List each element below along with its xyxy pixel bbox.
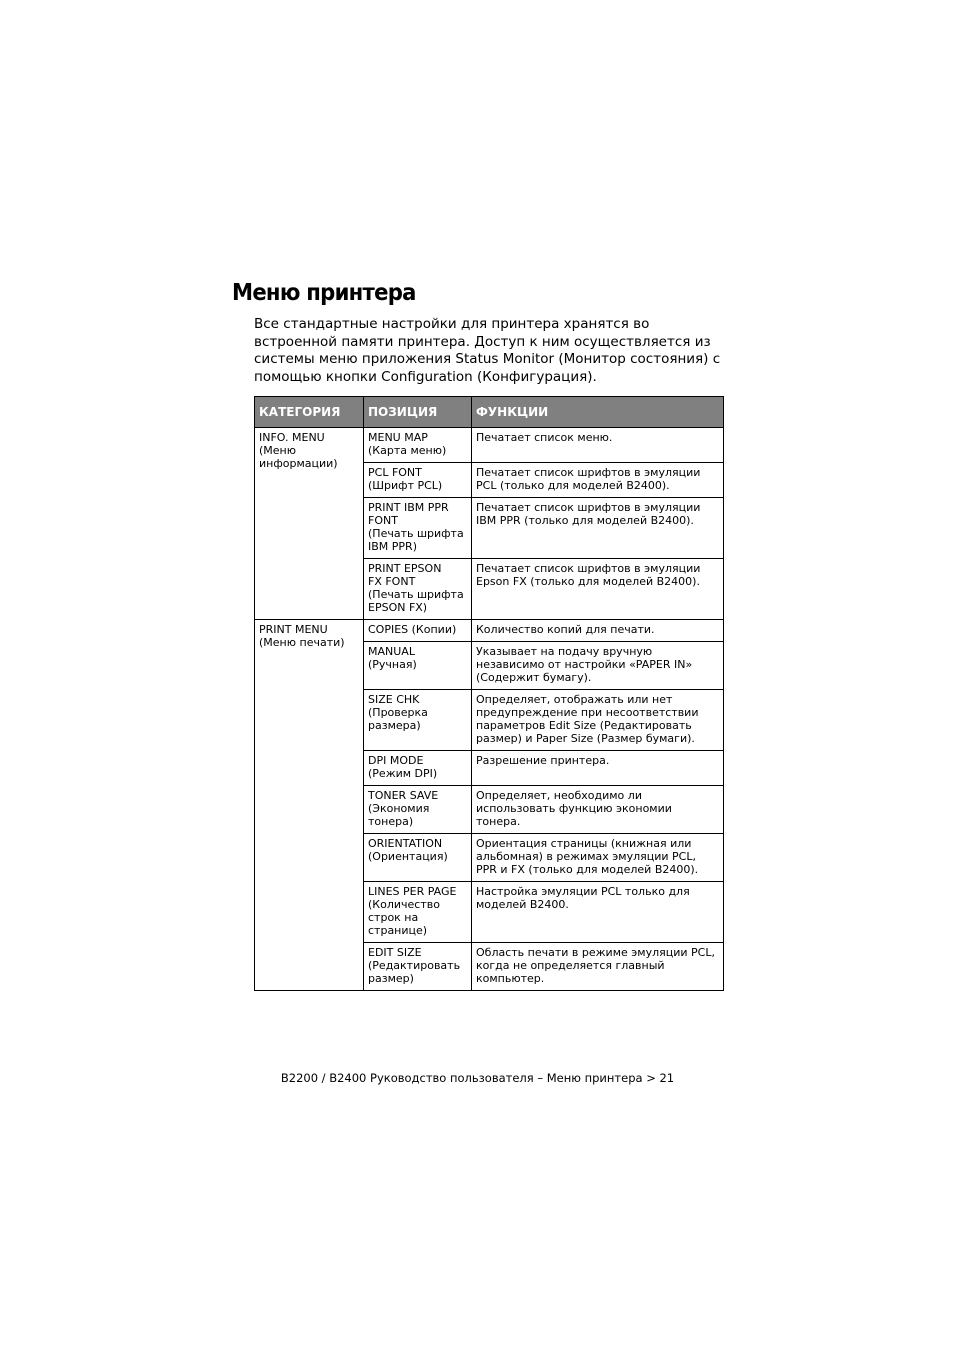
function-cell bbox=[472, 690, 724, 751]
printer-menu-table bbox=[254, 396, 724, 991]
function-text: (Содержит бумагу). bbox=[476, 671, 592, 684]
function-cell bbox=[472, 428, 724, 463]
function-text: компьютер. bbox=[476, 972, 545, 985]
position-text: (Экономия bbox=[368, 802, 430, 815]
table-row bbox=[255, 428, 724, 463]
position-cell bbox=[364, 882, 472, 943]
category-text: INFO. MENU bbox=[259, 431, 325, 444]
position-text: (Ручная) bbox=[368, 658, 417, 671]
function-text: использовать функцию экономии тонера. bbox=[476, 802, 672, 828]
function-text: размер) и Paper Size (Размер бумаги). bbox=[476, 732, 695, 745]
position-text: PRINT IBM PPR bbox=[368, 501, 449, 514]
function-text: Настройка эмуляции PCL только для bbox=[476, 885, 690, 898]
position-text: (Карта меню) bbox=[368, 444, 447, 457]
page-footer bbox=[0, 1071, 955, 1085]
function-cell bbox=[472, 620, 724, 642]
function-cell bbox=[472, 498, 724, 559]
table-body bbox=[255, 428, 724, 991]
position-cell bbox=[364, 786, 472, 834]
category-text: PRINT MENU bbox=[259, 623, 328, 636]
category-cell bbox=[255, 620, 364, 991]
position-cell bbox=[364, 751, 472, 786]
position-text: SIZE CHK bbox=[368, 693, 420, 706]
position-text: ORIENTATION bbox=[368, 837, 443, 850]
position-text: (Проверка bbox=[368, 706, 428, 719]
position-text: размера) bbox=[368, 719, 421, 732]
position-text: PRINT EPSON bbox=[368, 562, 442, 575]
function-cell bbox=[472, 834, 724, 882]
function-text: Печатает список шрифтов в эмуляции bbox=[476, 562, 701, 575]
category-cell bbox=[255, 428, 364, 620]
function-text: Epson FX (только для моделей B2400). bbox=[476, 575, 700, 588]
position-text: MANUAL bbox=[368, 645, 415, 658]
position-text: странице) bbox=[368, 924, 428, 937]
function-text: Печатает список шрифтов в эмуляции bbox=[476, 466, 701, 479]
function-text: Ориентация страницы (книжная или bbox=[476, 837, 692, 850]
function-text: Определяет, необходимо ли bbox=[476, 789, 642, 802]
position-text: размер) bbox=[368, 972, 414, 985]
footer-text: B2200 / B2400 Руководство пользователя – Меню принтера > 21 bbox=[280, 1071, 675, 1085]
position-text: EPSON FX) bbox=[368, 601, 428, 614]
table-row bbox=[255, 620, 724, 642]
position-text: LINES PER PAGE bbox=[368, 885, 457, 898]
position-text: MENU MAP bbox=[368, 431, 428, 444]
function-text: Область печати в режиме эмуляции PCL, bbox=[476, 946, 715, 959]
position-text: (Количество bbox=[368, 898, 440, 911]
function-text: альбомная) в режимах эмуляции PCL, bbox=[476, 850, 696, 863]
position-cell bbox=[364, 498, 472, 559]
position-cell bbox=[364, 428, 472, 463]
function-text: предупреждение при несоответствии bbox=[476, 706, 699, 719]
position-cell bbox=[364, 690, 472, 751]
position-cell bbox=[364, 834, 472, 882]
function-text: независимо от настройки «PAPER IN» bbox=[476, 658, 693, 671]
position-text: TONER SAVE bbox=[368, 789, 439, 802]
position-text: (Шрифт PCL) bbox=[368, 479, 443, 492]
position-cell bbox=[364, 620, 472, 642]
intro-paragraph: Все стандартные настройки для принтера хранятся во встроенной памяти принтера. Доступ к ним осуществляется из системы меню приложения Status Monitor (Монитор состояния) с помощью кнопки Configuration (Конфигурация). bbox=[254, 316, 721, 385]
page-title: Меню принтера bbox=[232, 280, 416, 306]
header-position: ПОЗИЦИЯ bbox=[364, 397, 472, 428]
position-text: (Редактировать bbox=[368, 959, 461, 972]
function-cell bbox=[472, 751, 724, 786]
position-text: (Печать шрифта bbox=[368, 588, 464, 601]
function-cell bbox=[472, 786, 724, 834]
function-text: моделей B2400. bbox=[476, 898, 569, 911]
position-cell bbox=[364, 559, 472, 620]
position-text: строк на bbox=[368, 911, 419, 924]
function-cell bbox=[472, 882, 724, 943]
position-text: FX FONT bbox=[368, 575, 416, 588]
function-text: Количество копий для печати. bbox=[476, 623, 655, 636]
position-text: FONT bbox=[368, 514, 398, 527]
position-text: тонера) bbox=[368, 815, 414, 828]
function-text: Определяет, отображать или нет bbox=[476, 693, 673, 706]
position-cell bbox=[364, 463, 472, 498]
position-text: (Режим DPI) bbox=[368, 767, 438, 780]
function-cell bbox=[472, 559, 724, 620]
function-text: Разрешение принтера. bbox=[476, 754, 610, 767]
function-text: PPR и FX (только для моделей B2400). bbox=[476, 863, 699, 876]
function-text: IBM PPR (только для моделей B2400). bbox=[476, 514, 694, 527]
header-category: КАТЕГОРИЯ bbox=[255, 397, 364, 428]
table-header-row bbox=[255, 397, 724, 428]
header-functions: ФУНКЦИИ bbox=[472, 397, 724, 428]
function-text: когда не определяется главный bbox=[476, 959, 665, 972]
function-cell bbox=[472, 463, 724, 498]
position-cell bbox=[364, 642, 472, 690]
function-cell bbox=[472, 642, 724, 690]
position-text: (Печать шрифта bbox=[368, 527, 464, 540]
function-text: Печатает список меню. bbox=[476, 431, 613, 444]
position-text: DPI MODE bbox=[368, 754, 424, 767]
position-text: IBM PPR) bbox=[368, 540, 417, 553]
position-text: COPIES (Копии) bbox=[368, 623, 457, 636]
position-text: PCL FONT bbox=[368, 466, 422, 479]
position-text: EDIT SIZE bbox=[368, 946, 422, 959]
position-cell bbox=[364, 943, 472, 991]
category-text: (Меню bbox=[259, 444, 297, 457]
category-text: информации) bbox=[259, 457, 338, 470]
function-text: PCL (только для моделей B2400). bbox=[476, 479, 670, 492]
position-text: (Ориентация) bbox=[368, 850, 448, 863]
function-text: параметров Edit Size (Редактировать bbox=[476, 719, 692, 732]
function-text: Печатает список шрифтов в эмуляции bbox=[476, 501, 701, 514]
function-text: Указывает на подачу вручную bbox=[476, 645, 653, 658]
category-text: (Меню печати) bbox=[259, 636, 345, 649]
function-cell bbox=[472, 943, 724, 991]
